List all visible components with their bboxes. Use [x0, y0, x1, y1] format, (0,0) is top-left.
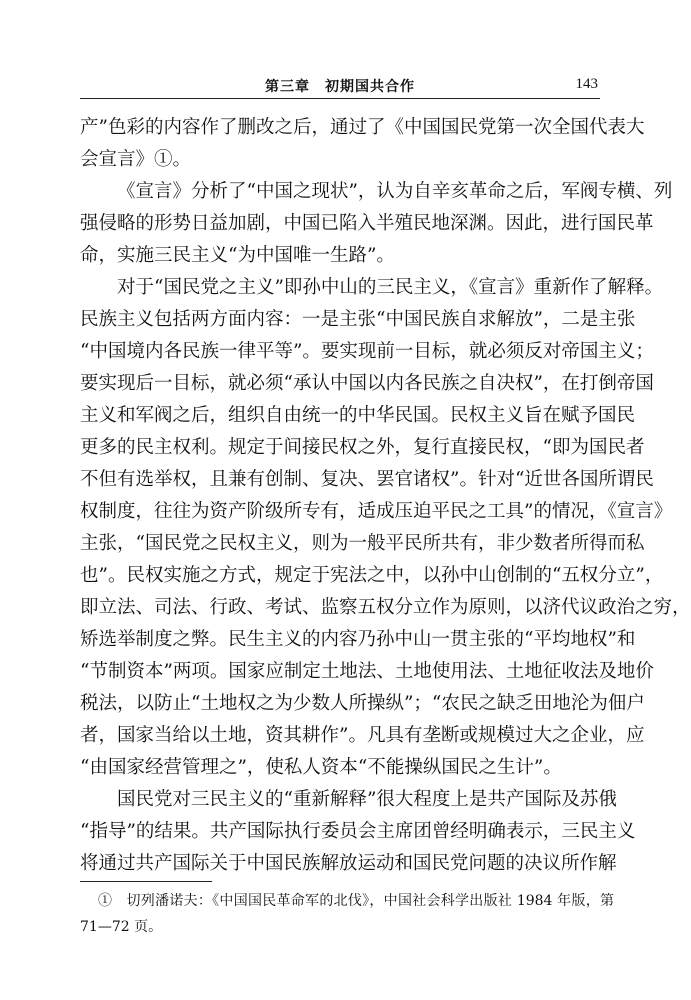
- body-text: [80, 112, 691, 880]
- text-line: 主张，“国民党之民权主义，则为一般平民所共有，非少数者所得而私: [80, 533, 645, 554]
- footnote-divider: [80, 881, 212, 882]
- text-line: “中国境内各民族一律平等”。要实现前一目标，就必须反对帝国主义；: [80, 341, 654, 362]
- text-line: “节制资本”两项。国家应制定土地法、土地使用法、土地征收法及地价: [80, 661, 654, 682]
- text-line: 也”。民权实施之方式，规定于宪法之中，以孙中山创制的“五权分立”，: [80, 565, 664, 586]
- page-number: 143: [575, 76, 598, 92]
- footnote: [80, 888, 614, 940]
- footnote-line: ① 切列潘诺夫：《中国国民革命军的北伐》，中国社会科学出版社 1984 年版，第: [98, 893, 614, 909]
- text-line: 者，国家当给以土地，资其耕作”。凡具有垄断或规模过大之企业，应: [80, 725, 645, 746]
- text-line: “指导”的结果。共产国际执行委员会主席团曾经明确表示，三民主义: [80, 821, 636, 842]
- text-line: 即立法、司法、行政、考试、监察五权分立作为原则，以济代议政治之穷，: [80, 597, 691, 618]
- text-line: 不但有选举权，且兼有创制、复决、罢官诸权”。针对“近世各国所谓民: [80, 469, 654, 490]
- text-line: 《宣言》分析了“中国之现状”，认为自辛亥革命之后，军阀专横、列: [117, 181, 673, 202]
- text-line: 矫选举制度之弊。民生主义的内容乃孙中山一贯主张的“平均地权”和: [80, 629, 636, 650]
- text-line: 民族主义包括两方面内容：一是主张“中国民族自求解放”，二是主张: [80, 309, 636, 330]
- text-line: 对于“国民党之主义”即孙中山的三民主义，《宣言》重新作了解释。: [117, 277, 664, 298]
- text-line: 会宣言》①。: [80, 149, 192, 170]
- text-line: “由国家经营管理之”，使私人资本“不能操纵国民之生计”。: [80, 757, 562, 778]
- footnote-line: 71—72 页。: [80, 919, 163, 935]
- text-line: 命，实施三民主义“为中国唯一生路”。: [80, 245, 395, 266]
- text-line: 权制度，往往为资产阶级所专有，适成压迫平民之工具”的情况，《宣言》: [80, 501, 673, 522]
- text-line: 更多的民主权利。规定于间接民权之外，复行直接民权，“即为国民者: [80, 437, 645, 458]
- text-line: 要实现后一目标，就必须“承认中国以内各民族之自决权”，在打倒帝国: [80, 373, 654, 394]
- text-line: 国民党对三民主义的“重新解释”很大程度上是共产国际及苏俄: [117, 789, 617, 810]
- text-line: 税法，以防止“土地权之为少数人所操纵”；“农民之缺乏田地沦为佃户: [80, 693, 645, 714]
- chapter-title: 第三章 初期国共合作: [265, 79, 415, 95]
- text-line: 产”色彩的内容作了删改之后，通过了《中国国民党第一次全国代表大: [80, 117, 645, 138]
- text-line: 主义和军阀之后，组织自由统一的中华民国。民权主义旨在赋予国民: [80, 405, 636, 426]
- text-line: 强侵略的形势日益加剧，中国已陷入半殖民地深渊。因此，进行国民革: [80, 213, 654, 234]
- running-header: [80, 72, 600, 99]
- text-line: 将通过共产国际关于中国民族解放运动和国民党问题的决议所作解: [80, 853, 617, 874]
